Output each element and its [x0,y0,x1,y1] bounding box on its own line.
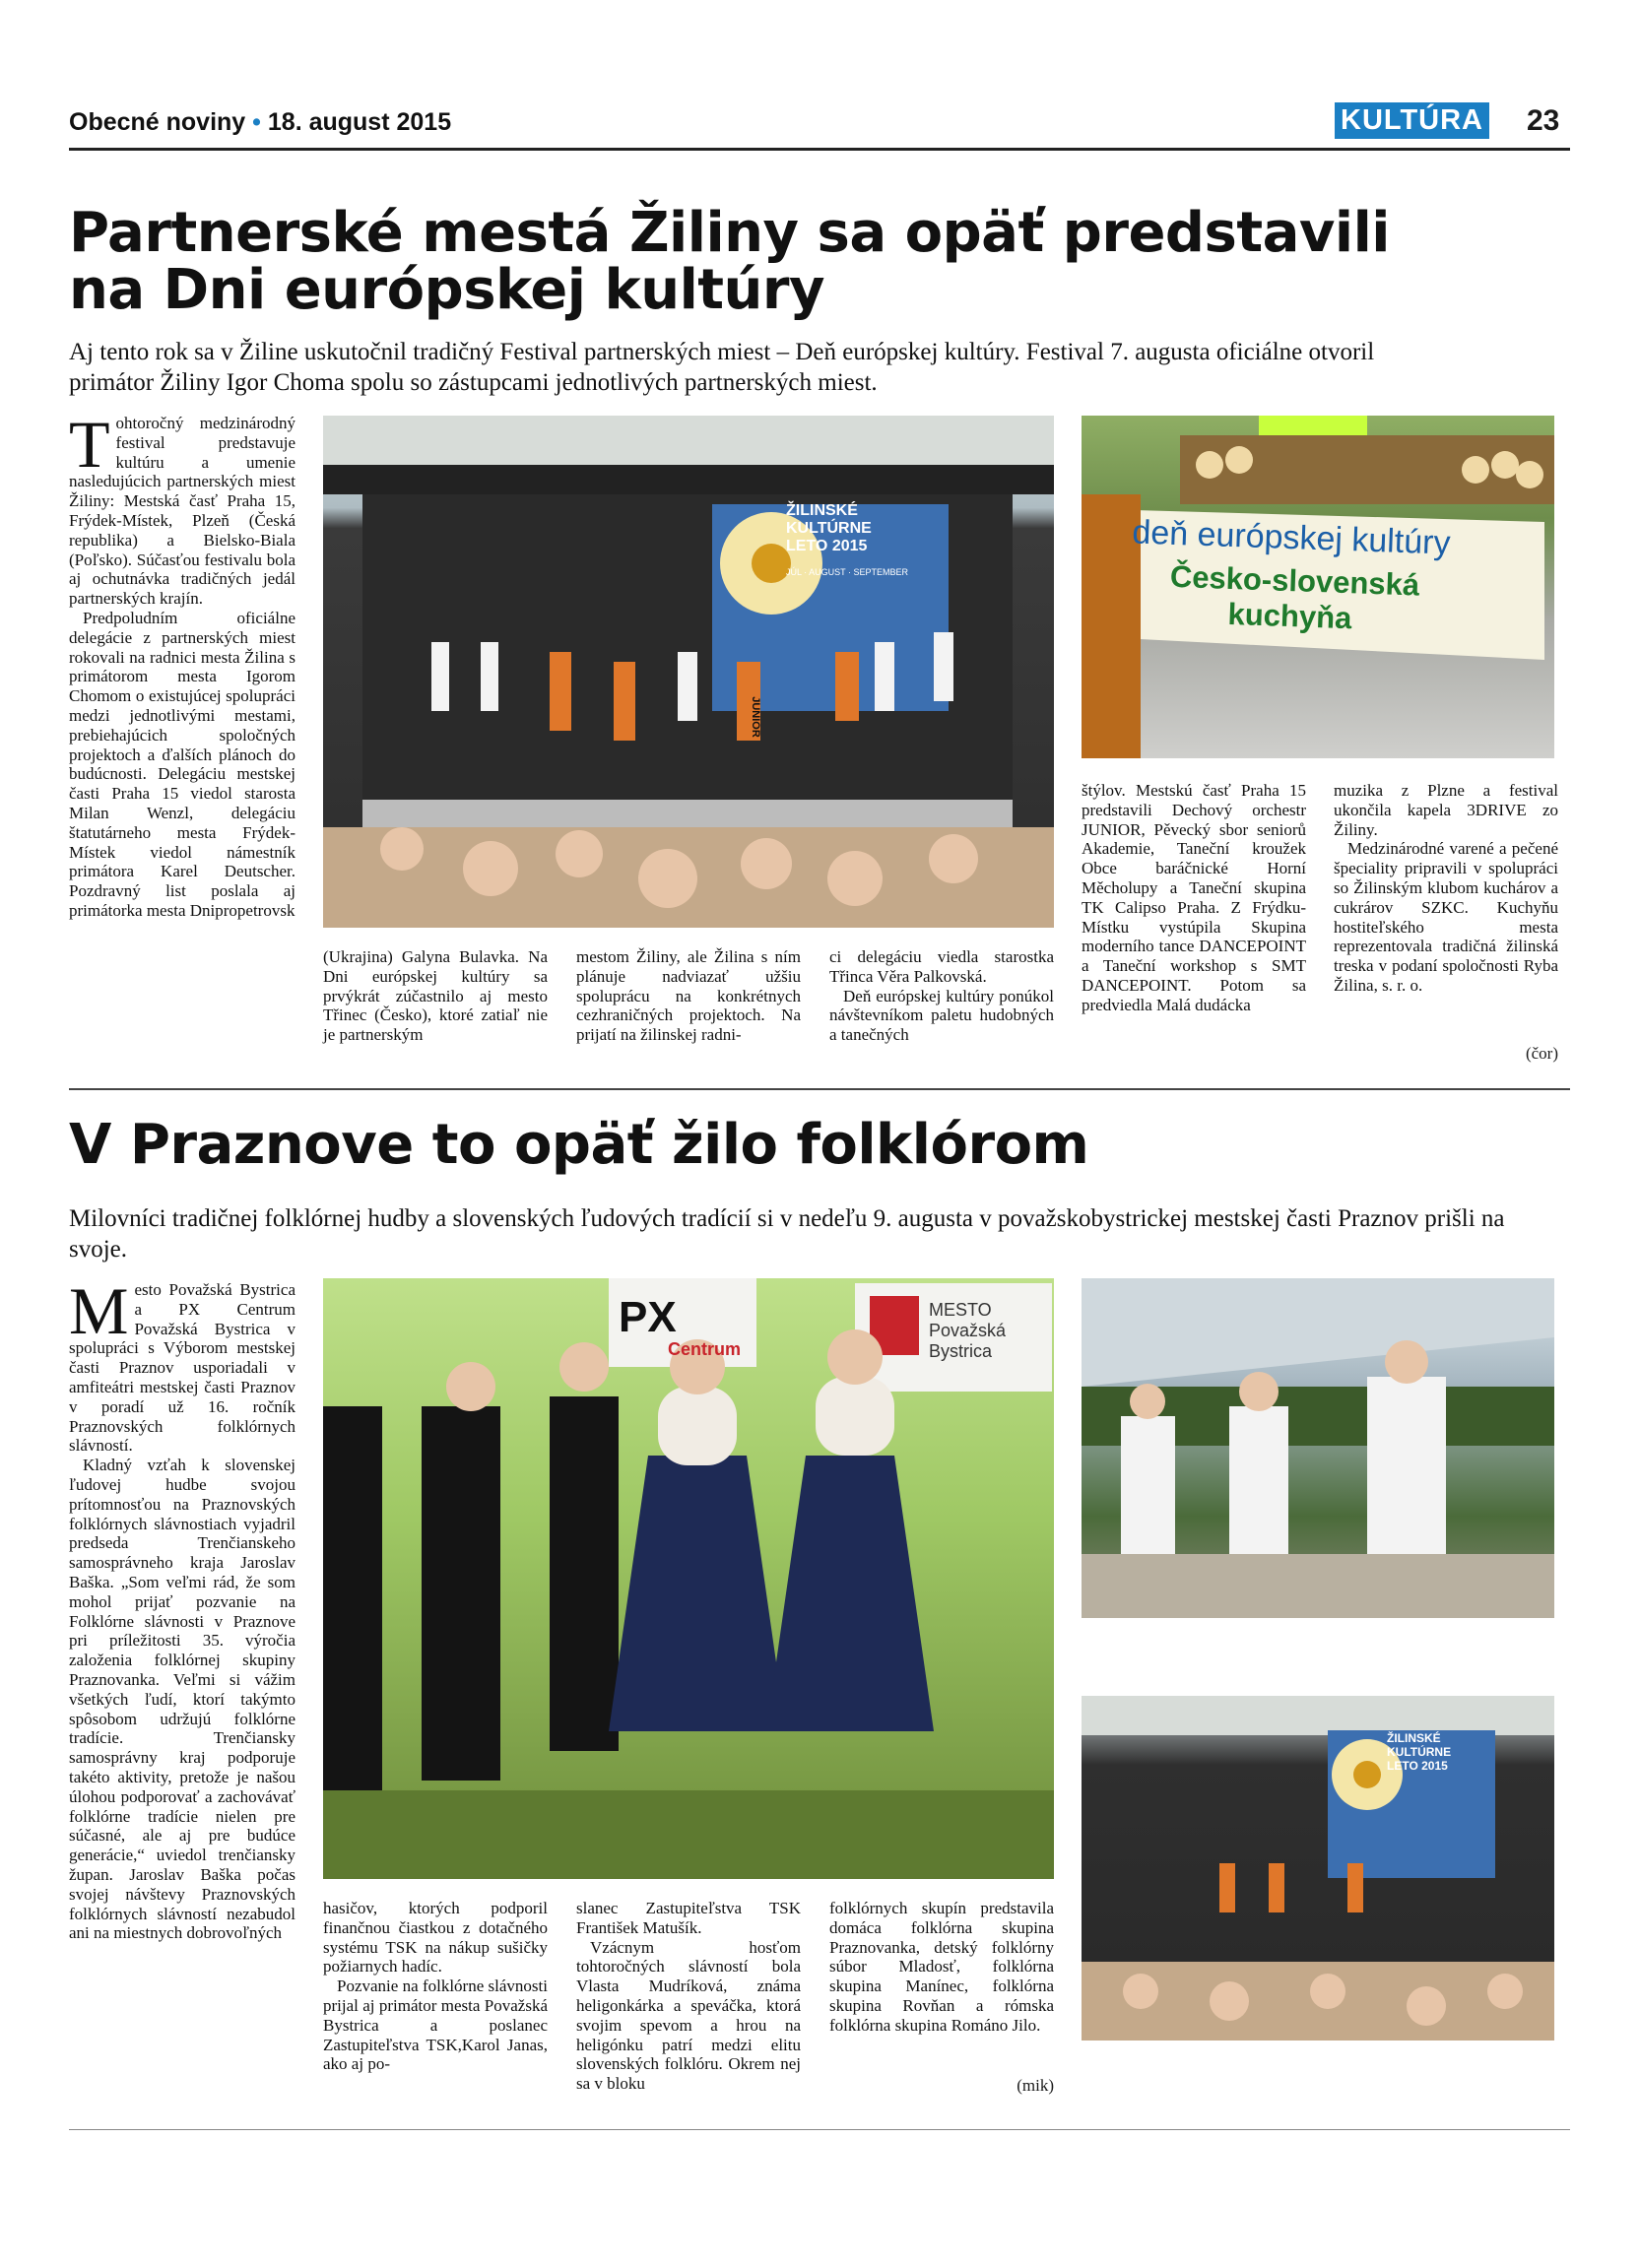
photo1-banner-text [786,502,908,581]
page-number: 23 [1527,104,1560,137]
article2-column-1 [69,1273,295,1943]
article2-paragraph: hasičov, ktorých podporil finančnou čiastkou z dotačného systému TSK na nákup sušičky požiarnych hadíc. [323,1899,548,1976]
photo3-sign-mesto [929,1300,1006,1362]
article1-column-5 [1082,781,1306,1015]
article2-lead: Milovníci tradičnej folklórnej hudby a slovenských ľudových tradícií si v nedeľu 9. augusta v považskobystrickej mestskej časti Praznov prišli na svoje. [69,1205,1505,1263]
article1-paragraph: ohtoročný medzinárodný festival predstavuje kultúru a umenie nasledujúcich partnerských miest Žiliny: Mestská časť Praha 15, Frýdek-Místek, Plzeň (Česká republika) a Bielsko-Biala (Poľsko). Súčasťou festivalu bola aj ochutnávka tradičných jedál partnerských krajín. [69,414,295,609]
banner-line: LETO 2015 [1387,1759,1448,1773]
article1-column-4 [829,947,1054,1045]
article1-signature: (čor) [1525,1044,1558,1063]
photo-folk-singers [323,1278,1054,1879]
photo-stage-orchestra [323,416,1054,928]
article1-dropcap: T [69,407,110,482]
speakers-illustration [1082,1278,1554,1618]
article1-paragraph: Medzinárodné varené a pečené špeciality pripravili v spolupráci so Žilinským klubom kuchárov a cukrárov SZKC. Kuchyňu hostiteľského mesta reprezentovala tradičná žilinská treska v podaní spoločnosti Ryba Žilina, s. r. o. [1334,839,1558,995]
stage-illustration-2 [1082,1696,1554,2041]
sign-text: PX [619,1293,677,1341]
article2-column-3 [576,1899,801,2094]
folk-singers-illustration [323,1278,1054,1879]
photo-stage-orchestra-2 [1082,1696,1554,2041]
article1-title-line2: na Dni európskej kultúry [69,258,825,322]
banner-line: ŽILINSKÉ [786,502,858,519]
article1-paragraph: ci delegáciu viedla starostka Třinca Věra Palkovská. [829,947,1054,986]
article2-column-4 [829,1899,1054,2036]
sign-text: Bystrica [929,1341,993,1361]
photo3-sign-px [619,1293,742,1360]
article1-paragraph: muzika z Plzne a festival ukončila kapela 3DRIVE zo Žiliny. [1334,781,1558,839]
photo-speakers-stage [1082,1278,1554,1618]
article1-title [69,201,1546,322]
article2-paragraph: slanec Zastupiteľstva TSK František Matušík. [576,1899,801,1937]
banner-line: KULTÚRNE [786,520,872,537]
photo-food-banner [1082,416,1554,758]
sign-text: Považská [929,1321,1007,1340]
article2-paragraph: Vzácnym hosťom tohtoročných slávností bola Vlasta Mudríková, známa heligonkárka a speváčka, ktorá svojim spevom a hrou na heligónku patrí medzi elitu slovenských folklóru. Okrem nej sa v bloku [576,1937,801,2094]
banner-line: Česko-slovenská [1169,558,1420,603]
photo5-banner-text [1387,1731,1451,1773]
article1-paragraph: Predpoludním oficiálne delegácie z partnerských miest rokovali na radnici mesta Žilina s primátorom mesta Igorom Chomom o existujúcej spolupráci medzi jednotlivými mestami, prebiehajúcich spoločných projektoch a ďalších plánoch do budúcnosti. Delegáciu mestskej časti Praha 15 viedol starosta Milan Wenzl, delegáciu štatutárneho mesta Frýdek-Místek viedol námestník primátora Karel Deutscher. Pozdravný list poslala aj primátorka mesta Dnipropetrovsk [69,608,295,920]
article2-paragraph: Pozvanie na folklórne slávnosti prijal aj primátor mesta Považská Bystrica a poslanec Zastupiteľstva TSK,Karol Janas, ako aj po- [323,1976,548,2074]
article1-column-1 [69,407,295,921]
sign-text: MESTO [929,1300,992,1320]
article1-column-3 [576,947,801,1045]
article1-title-line1: Partnerské mestá Žiliny sa opäť predstavili [69,201,1390,265]
article2-dropcap: M [69,1273,129,1348]
banner-line: ŽILINSKÉ [1387,1731,1441,1745]
article1-column-2 [323,947,548,1045]
photo2-banner-text [1129,513,1451,639]
article1-lead: Aj tento rok sa v Žiline uskutočnil tradičný Festival partnerských miest – Deň európskej kultúry. Festival 7. augusta oficiálne otvoril primátor Žiliny Igor Choma spolu so zástupcami jednotlivých partnerských miest. [69,339,1375,396]
article2-paragraph: folklórnych skupín predstavila domáca folklórna skupina Praznovanka, detský folklórny súbor Mladosť, folklórna skupina Manínec, folklórna skupina Rovňan a rómska folklórna skupina Románo Jilo. [829,1899,1054,2035]
article1-column-6 [1334,781,1558,996]
article2-column-2 [323,1899,548,2074]
article2-signature: (mik) [1017,2076,1054,2095]
article1-paragraph: Deň európskej kultúry ponúkol návštevníkom paletu hudobných a tanečných [829,986,1054,1045]
header-rule [69,148,1570,151]
drum-label: JUNIOR [749,696,761,738]
article2-title: V Praznove to opäť žilo folklórom [69,1113,1089,1177]
section-label: KULTÚRA [1335,102,1489,139]
banner-line: KULTÚRNE [1387,1745,1452,1759]
banner-line: deň európskej kultúry [1131,513,1452,562]
article-divider [69,1088,1570,1090]
sign-text: Centrum [668,1339,742,1359]
publication-name: Obecné noviny [69,108,246,136]
article1-paragraph: (Ukrajina) Galyna Bulavka. Na Dni európskej kultúry sa prvýkrát zúčastnilo aj mesto Třinec (Česko), ktoré zatiaľ nie je partnerským [323,947,548,1045]
article1-paragraph: mestom Žiliny, ale Žilina s ním plánuje nadviazať užšiu spoluprácu na konkrétnych cezhraničných projektoch. Na prijatí na žilinskej radni- [576,947,801,1045]
stage-illustration [323,416,1054,928]
article2-paragraph: esto Považská Bystrica a PX Centrum Považská Bystrica v spolupráci s Výborom mestskej časti Praznov usporiadali v amfiteátri mestskej časti Praznov v poradí už 16. ročník Praznovských folklórnych slávností. [69,1280,295,1456]
article2-paragraph: Kladný vzťah k slovenskej ľudovej hudbe svojou prítomnosťou na Praznovských folklórnych slávnostiach vyjadril predseda Trenčianskeho samosprávneho kraja Jaroslav Baška. „Som veľmi rád, že som mohol prijať pozvanie na Folklórne slávnosti v Praznove pri príležitosti 35. výročia založenia folklórnej skupiny Praznovanka. Veľmi si vážim všetkých ľudí, ktorí takýmto spôsobom udržujú folklórne tradície. Trenčiansky samosprávny kraj podporuje takéto aktivity, pretože je našou úlohou podporovať a zachovávať folklórne tradície nielen pre súčasné, ale aj pre budúce generácie,“ uviedol trenčiansky župan. Jaroslav Baška počas svojej návštevy Praznovských folklórnych slávností nezabudol ani na miestnych dobrovoľných [69,1456,295,1943]
banner-months: JÚL · AUGUST · SEPTEMBER [786,567,909,577]
issue-date: 18. august 2015 [267,108,452,136]
header-publication-line [69,108,451,137]
footer-rule [69,2129,1570,2130]
article1-paragraph: štýlov. Mestskú časť Praha 15 predstavili Dechový orchestr JUNIOR, Pěvecký sbor seniorů Akademie, Taneční kroužek Obce baráčnické Horní Měcholupy a Taneční skupina TK Calipso Praha. Z Frýdku-Místku vystúpila Skupina moderního tance DANCEPOINT a Taneční workshop s SMT DANCEPOINT. Potom sa predviedla Malá dudácka [1082,781,1306,1014]
header-bullet: • [252,108,261,136]
banner-line: kuchyňa [1227,596,1352,636]
banner-line: LETO 2015 [786,538,868,554]
